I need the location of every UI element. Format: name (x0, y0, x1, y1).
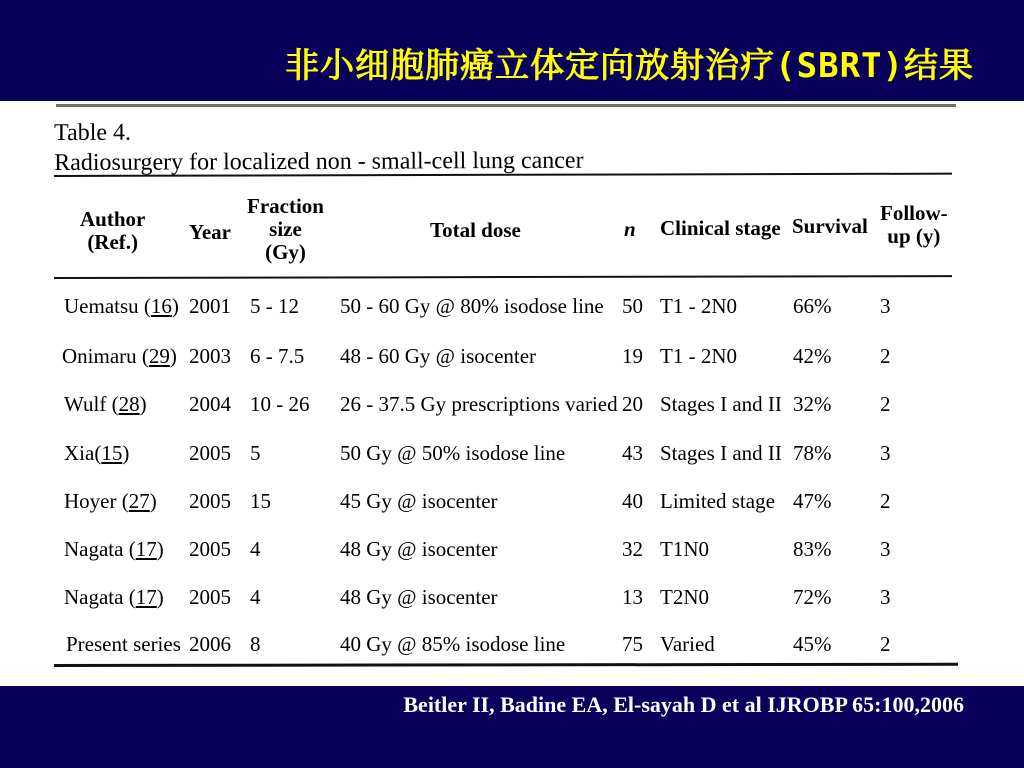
header-n: n (624, 217, 636, 241)
cell-total-dose: 26 - 37.5 Gy prescriptions varied (340, 392, 618, 416)
scan-edge-line (56, 104, 956, 107)
cell-survival: 66% (793, 294, 832, 318)
table-row (50, 489, 960, 529)
cell-fraction: 10 - 26 (250, 392, 310, 416)
cell-total-dose: 40 Gy @ 85% isodose line (340, 632, 566, 656)
cell-author: Onimaru (29) (62, 344, 177, 368)
cell-n: 20 (622, 392, 643, 416)
reference-number: 17 (135, 537, 157, 561)
cell-author: Nagata (17) (64, 537, 164, 561)
table-row (50, 632, 960, 672)
header-follow-up (880, 202, 948, 248)
cell-author: Uematsu (16) (64, 294, 179, 318)
cell-clinical-stage: T2N0 (660, 585, 709, 609)
header-rule (54, 275, 952, 279)
cell-year: 2005 (189, 537, 231, 561)
header-fraction-line1: Fraction (247, 194, 324, 218)
reference-number: 27 (128, 489, 150, 513)
cell-year: 2001 (189, 294, 231, 318)
cell-clinical-stage: T1 - 2N0 (660, 344, 737, 368)
cell-follow-up: 2 (880, 632, 891, 656)
cell-clinical-stage: Stages I and II (660, 392, 782, 416)
cell-follow-up: 3 (880, 537, 891, 561)
cell-follow-up: 3 (880, 585, 891, 609)
cell-survival: 83% (793, 537, 832, 561)
cell-fraction: 6 - 7.5 (250, 344, 305, 368)
cell-clinical-stage: Varied (660, 632, 715, 656)
cell-survival: 32% (793, 392, 832, 416)
table-row (50, 441, 960, 481)
header-clinical-stage: Clinical stage (660, 216, 781, 240)
reference-number: 29 (148, 344, 170, 368)
cell-clinical-stage: Stages I and II (660, 441, 782, 465)
table-row (50, 294, 960, 334)
table-row (50, 585, 960, 625)
header-fraction-line2: size (269, 217, 302, 241)
cell-total-dose: 48 Gy @ isocenter (340, 537, 498, 561)
header-author-line1: Author (80, 207, 146, 231)
cell-clinical-stage: T1 - 2N0 (660, 294, 737, 318)
cell-survival: 72% (793, 585, 832, 609)
header-total-dose: Total dose (430, 218, 521, 242)
cell-follow-up: 2 (880, 392, 891, 416)
footer-bar (0, 686, 1024, 768)
scanned-table (50, 102, 960, 682)
cell-year: 2006 (189, 632, 231, 656)
cell-author: Present series (66, 632, 181, 656)
table-row (50, 344, 960, 384)
cell-n: 43 (622, 441, 643, 465)
cell-clinical-stage: T1N0 (660, 537, 709, 561)
cell-fraction: 15 (250, 489, 271, 513)
header-fraction-line3: (Gy) (265, 240, 306, 264)
cell-author: Xia(15) (64, 441, 130, 465)
reference-number: 28 (118, 392, 140, 416)
cell-n: 19 (622, 344, 643, 368)
reference-number: 15 (101, 441, 123, 465)
header-fraction (247, 195, 324, 264)
table-number: Table 4. (54, 119, 132, 146)
cell-author: Nagata (17) (64, 585, 164, 609)
cell-follow-up: 3 (880, 441, 891, 465)
header-followup-line1: Follow- (880, 201, 948, 225)
cell-n: 32 (622, 537, 643, 561)
cell-author: Wulf (28) (64, 392, 147, 416)
cell-fraction: 4 (250, 537, 261, 561)
cell-survival: 47% (793, 489, 832, 513)
cell-year: 2004 (189, 392, 231, 416)
cell-total-dose: 48 Gy @ isocenter (340, 585, 498, 609)
title-bar (0, 0, 1024, 101)
cell-total-dose: 48 - 60 Gy @ isocenter (340, 344, 537, 368)
cell-clinical-stage: Limited stage (660, 489, 775, 513)
table-title: Radiosurgery for localized non - small-cell lung cancer (54, 147, 584, 176)
cell-total-dose: 50 - 60 Gy @ 80% isodose line (340, 294, 604, 318)
cell-n: 75 (622, 632, 643, 656)
header-year: Year (189, 220, 231, 244)
cell-fraction: 8 (250, 632, 261, 656)
reference-number: 17 (135, 585, 157, 609)
header-author-line2: (Ref.) (87, 230, 139, 254)
cell-survival: 42% (793, 344, 832, 368)
cell-follow-up: 2 (880, 344, 891, 368)
header-author (80, 208, 145, 254)
cell-total-dose: 45 Gy @ isocenter (340, 489, 498, 513)
reference-number: 16 (150, 294, 172, 318)
cell-fraction: 4 (250, 585, 261, 609)
cell-n: 13 (622, 585, 643, 609)
table-row (50, 392, 960, 432)
slide-title: 非小细胞肺癌立体定向放射治疗(SBRT)结果 (285, 46, 974, 86)
cell-year: 2005 (189, 489, 231, 513)
cell-fraction: 5 - 12 (250, 294, 299, 318)
cell-n: 50 (622, 294, 643, 318)
header-survival: Survival (792, 214, 868, 238)
cell-year: 2005 (189, 585, 231, 609)
cell-year: 2003 (189, 344, 231, 368)
cell-survival: 78% (793, 441, 832, 465)
cell-follow-up: 2 (880, 489, 891, 513)
header-followup-line2: up (y) (887, 224, 941, 248)
cell-n: 40 (622, 489, 643, 513)
cell-survival: 45% (793, 632, 832, 656)
cell-fraction: 5 (250, 441, 261, 465)
cell-author: Hoyer (27) (64, 489, 157, 513)
table-caption (54, 116, 584, 178)
cell-follow-up: 3 (880, 294, 891, 318)
citation-text: Beitler II, Badine EA, El-sayah D et al IJROBP 65:100,2006 (403, 692, 964, 717)
cell-total-dose: 50 Gy @ 50% isodose line (340, 441, 566, 465)
table-row (50, 537, 960, 577)
cell-year: 2005 (189, 441, 231, 465)
